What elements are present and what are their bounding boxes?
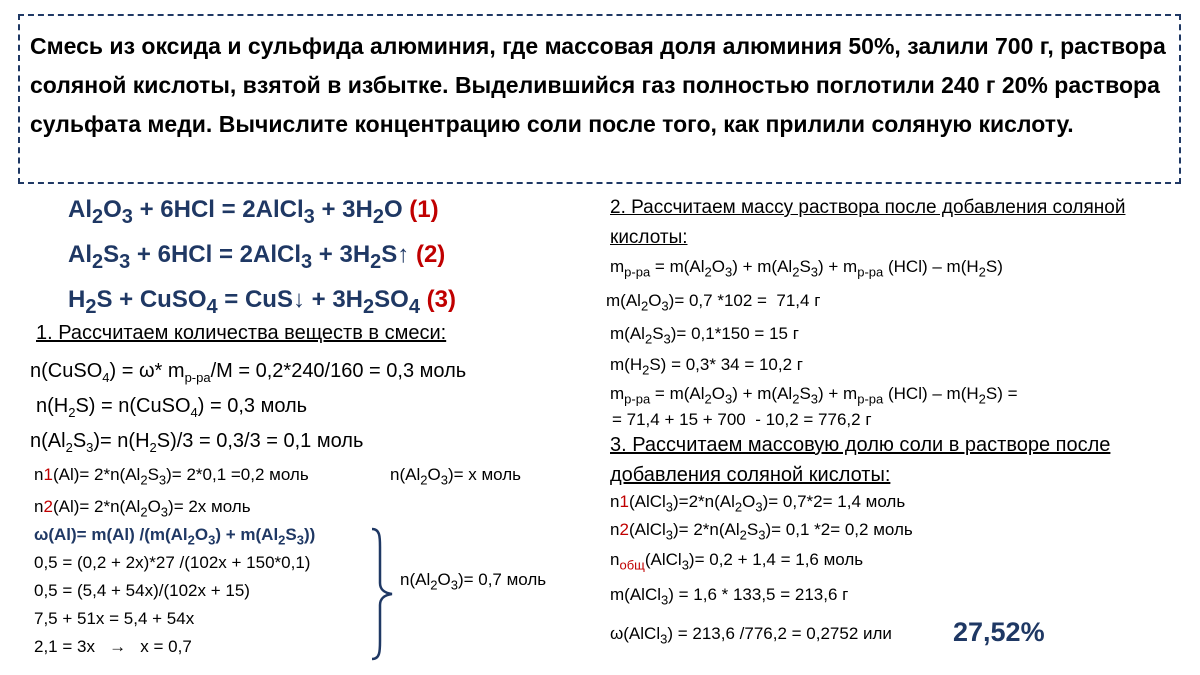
step1-line: $n(H_2S)$ = n(CuSO$_4$) = 0,3 моль [36, 395, 308, 420]
step2-line: $m(Al_2O_3)= 0,7$ *102 = 71,4 г [606, 291, 821, 314]
equation-body: $H_2S$ + CuSO$_4$ = CuS↓ + $3H_2SO_4$ [68, 286, 420, 318]
step1-line: $n1(Al)= 2*n(Al_2S_3)= 2*0,1 =0,2$ моль [34, 465, 309, 488]
step1-line: 7,5 + 51x = 5,4 + 54x [34, 609, 195, 628]
final-answer: 27,52% [953, 617, 1045, 647]
equation-1 [68, 196, 439, 229]
step1-line: 0,5 = (5,4 + 54x)/(102x + 15) [34, 581, 250, 600]
step1-line: $n(Al_2S_3)= n(H_2S)/3 = 0,3/3 = 0,1$ моль [30, 430, 364, 455]
step2-line: $m_{р-ра} = m(Al_2O_3) + m(Al_2S_3) + m_{р-ра}$ $(HCl) - m(H_2S)$ = [610, 384, 1018, 407]
step3-line: $n1(AlCl_3)=2*n(Al_2O_3)= 0,7*2= 1,4$ моль [610, 492, 906, 515]
step1-line: ω(Al)= m(Al) $/(m(Al_2O_3) + m(Al_2S_3))$ [34, 525, 316, 548]
step1-line: 2,1 = 3x → x = 0,7 [34, 637, 192, 656]
step2-line: $m_{р-ра} = m(Al_2O_3) + m(Al_2S_3) + m_{р-ра}$ $(HCl) - m(H_2S)$ [610, 257, 1003, 280]
step1-line: n(CuSO$_4$) = ω* $m_{р-ра}/M = 0,2*240/160 = 0,3$ моль [30, 360, 467, 385]
step1-line: 0,5 = (0,2 + 2x)*27 /(102x + 150*0,1) [34, 553, 311, 572]
equation-number: (1) [409, 196, 439, 223]
step3-line: ω(AlCl$_3$) = 213,6 /776,2 = 0,2752 или [610, 624, 892, 647]
equation-number: (2) [415, 241, 446, 268]
step1-line: $n2(Al)= 2*n(Al_2O_3)= 2x$ моль [34, 497, 251, 520]
step2-line: $m(H_2S) = 0,3*$ 34 = 10,2 г [610, 355, 803, 378]
step3-heading: 3. Рассчитаем массовую долю соли в растворе после добавления соляной кислоты: [610, 434, 1111, 486]
step3-line: $n_{общ}(AlCl_3)= 0,2 + 1,4 = 1,6$ моль [610, 550, 864, 573]
equation-2 [68, 241, 445, 274]
step1-result: $n(Al_2O_3)= 0,7$ моль [400, 570, 547, 593]
step3-line: m(AlCl$_3$) = 1,6 * 133,5 = 213,6 г [610, 585, 849, 608]
task-statement: Смесь из оксида и сульфида алюминия, где массовая доля алюминия 50%, залили 700 г, раствора соляной кислоты, взятой в избытке. Выделившийся газ полностью поглотили 240 г 20% раствора сульфата меди. Вычислите концентрацию соли после того, как прилили соляную кислоту. [30, 33, 1166, 137]
step2-heading: 2. Рассчитаем массу раствора после добавления соляной кислоты: [610, 197, 1126, 248]
equation-body: $Al_2S_3 + 6HCl$ = 2AlCl$_3$ + $3H_2S↑$ [68, 241, 410, 273]
equation-3 [68, 286, 456, 319]
equation-number: (3) [426, 286, 456, 313]
step1-line: $n(Al_2O_3)= x$ моль [390, 465, 522, 488]
step3-line: n2(AlCl$_3$)= $2*n(Al_2S_3)= 0,1$ *2= 0,2 моль [610, 520, 913, 543]
step1-heading: 1. Рассчитаем количества веществ в смеси: [36, 322, 447, 344]
step2-line: = 71,4 + 15 + 700 - 10,2 = 776,2 г [612, 410, 872, 429]
equation-body: $Al_2O_3 + 6HCl$ = 2AlCl$_3$ + $3H_2O$ [68, 196, 403, 228]
curly-brace-icon [366, 527, 402, 661]
step2-line: $m(Al_2S_3)= 0,1*150 = 15$ г [610, 324, 799, 347]
